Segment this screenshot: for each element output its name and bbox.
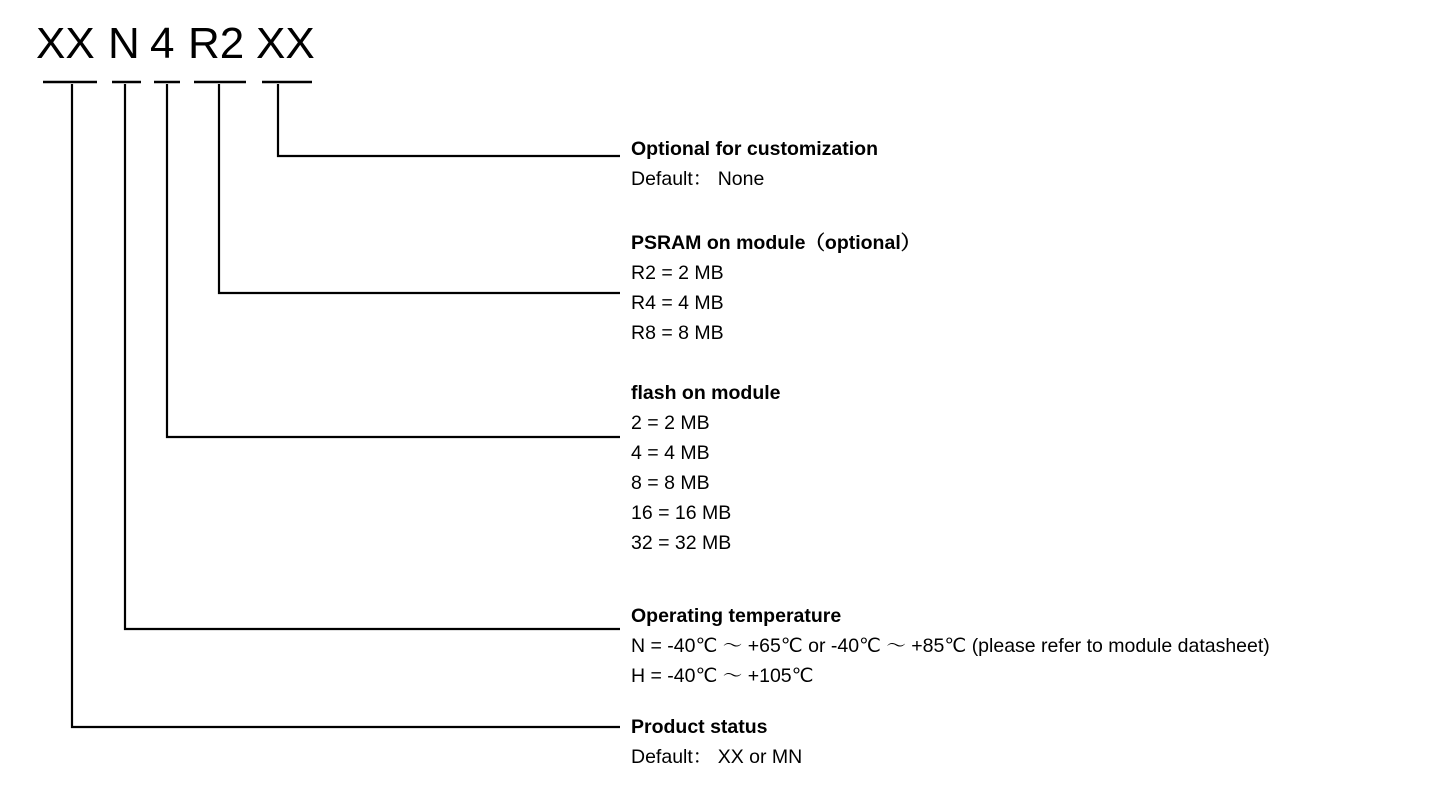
callout-line: R4 = 4 MB	[631, 292, 724, 314]
callout-line: 2 = 2 MB	[631, 412, 710, 434]
callout-line: 8 = 8 MB	[631, 472, 710, 494]
part-number-segment-4: XX	[256, 19, 315, 68]
callout-title: PSRAM on module（optional）	[631, 232, 921, 254]
part-number-segment-3: R2	[188, 19, 245, 68]
callout-line: 32 = 32 MB	[631, 532, 732, 554]
callout-line: R2 = 2 MB	[631, 262, 724, 284]
callout-flash-on-module	[631, 378, 781, 558]
callout-title: Operating temperature	[631, 605, 842, 627]
callout-line: 4 = 4 MB	[631, 442, 710, 464]
callout-line: H = -40℃ ～ +105℃	[631, 665, 814, 687]
callout-title: Product status	[631, 716, 768, 738]
callout-line: R8 = 8 MB	[631, 322, 724, 344]
part-number-segment-1: N	[108, 19, 140, 68]
part-number-segment-0: XX	[36, 19, 95, 68]
callout-title: Optional for customization	[631, 138, 878, 160]
callout-line: N = -40℃ ～ +65℃ or -40℃ ～ +85℃ (please refer to module datasheet)	[631, 635, 1270, 657]
callout-optional-customization	[631, 134, 878, 194]
leader-optional-customization	[278, 84, 620, 156]
leader-operating-temperature	[125, 84, 620, 629]
callout-psram-on-module	[631, 228, 920, 348]
leader-flash	[167, 84, 620, 437]
callout-line: Default： XX or MN	[631, 746, 803, 768]
callout-operating-temperature	[631, 601, 1270, 691]
leader-product-status	[72, 84, 620, 727]
part-number-segment-2: 4	[150, 19, 175, 68]
callout-line: 16 = 16 MB	[631, 502, 732, 524]
leader-psram	[219, 84, 620, 293]
callout-line: Default： None	[631, 168, 765, 190]
callout-title: flash on module	[631, 382, 781, 404]
callout-product-status	[631, 712, 802, 772]
